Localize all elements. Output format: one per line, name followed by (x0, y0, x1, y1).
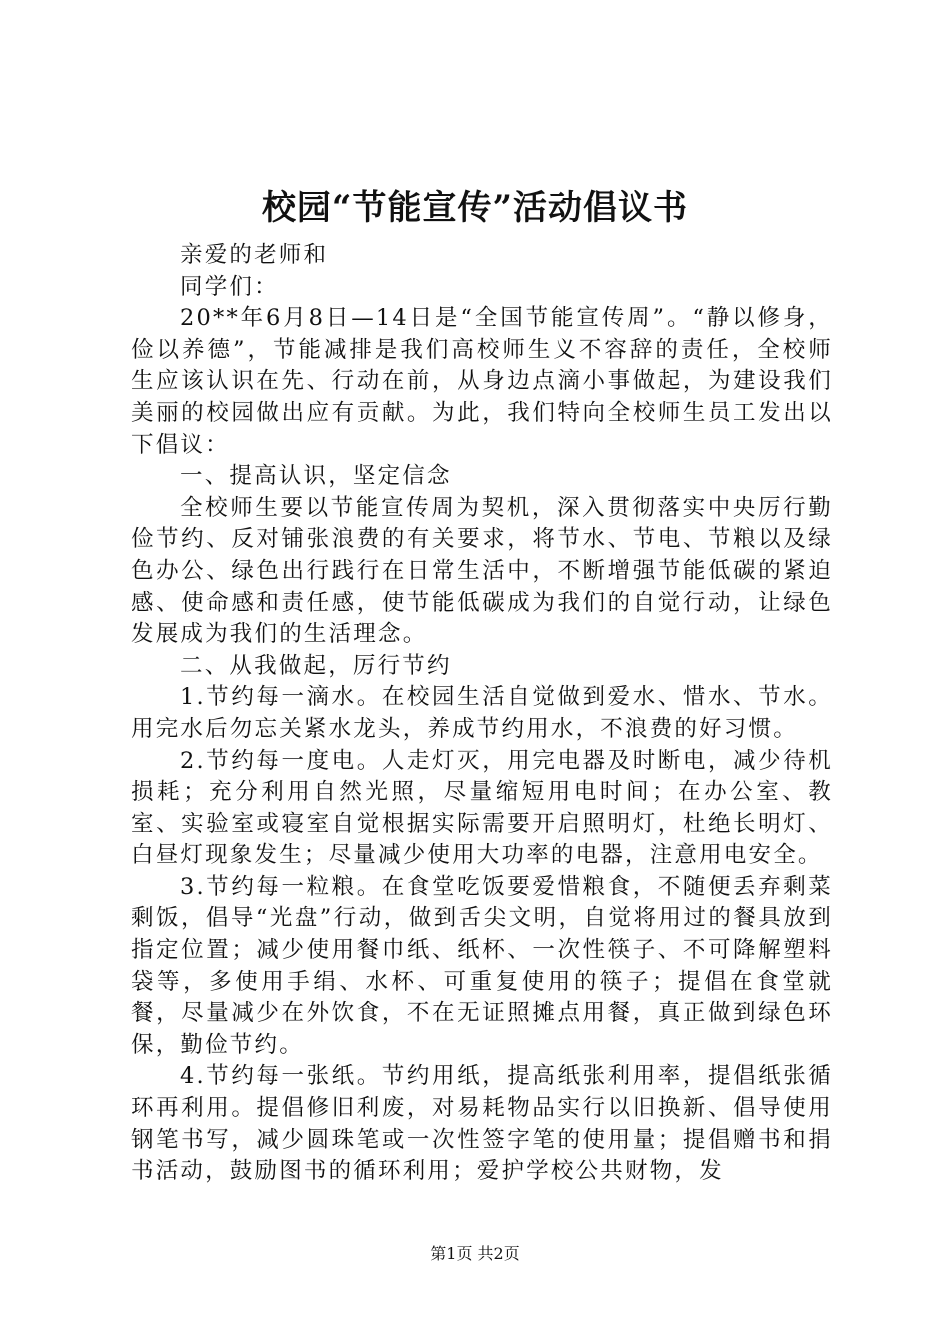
paragraph-item-food: 3.节约每一粒粮。在食堂吃饭要爱惜粮食，不随便丢弃剩菜剩饭，倡导“光盘”行动，做到舌尖文明，自觉将用过的餐具放到指定位置；减少使用餐巾纸、纸杯、一次性筷子、不可降解塑料袋等，多使用手绢、水杯、可重复使用的筷子；提倡在食堂就餐，尽量减少在外饮食，不在无证照摊点用餐，真正做到绿色环保，勤俭节约。 (131, 873, 833, 1058)
document-body (131, 240, 833, 1188)
section-heading-1: 一、提高认识，坚定信念 (180, 463, 452, 490)
greeting-line-2: 同学们： (180, 273, 279, 300)
paragraph-item-electricity: 2.节约每一度电。人走灯灭，用完电器及时断电，减少待机损耗；充分利用自然光照，尽量缩短用电时间；在办公室、教室、实验室或寝室自觉根据实际需要开启照明灯，杜绝长明灯、白昼灯现象发生；尽量减少使用大功率的电器，注意用电安全。 (131, 747, 833, 869)
paragraph-section-1: 全校师生要以节能宣传周为契机，深入贯彻落实中央厉行勤俭节约、反对铺张浪费的有关要求，将节水、节电、节粮以及绿色办公、绿色出行践行在日常生活中，不断增强节能低碳的紧迫感、使命感和责任感，使节能低碳成为我们的自觉行动，让绿色发展成为我们的生活理念。 (131, 494, 833, 648)
greeting-line-1: 亲爱的老师和 (180, 242, 329, 268)
paragraph-item-water: 1.节约每一滴水。在校园生活自觉做到爱水、惜水、节水。用完水后勿忘关紧水龙头，养成节约用水，不浪费的好习惯。 (131, 684, 833, 742)
section-heading-2: 二、从我做起，厉行节约 (180, 652, 452, 679)
page-footer: 第1页 共2页 (430, 1244, 520, 1263)
paragraph-intro: 20**年6月8日—14日是“全国节能宣传周”。“静以修身，俭以养德”，节能减排是我们高校师生义不容辞的责任，全校师生应该认识在先、行动在前，从身边点滴小事做起，为建设我们美丽的校园做出应有贡献。为此，我们特向全校师生员工发出以下倡议： (131, 305, 833, 458)
document-title: 校园“节能宣传”活动倡议书 (261, 188, 689, 228)
paragraph-item-paper: 4.节约每一张纸。节约用纸，提高纸张利用率，提倡纸张循环再利用。提倡修旧利废，对易耗物品实行以旧换新、倡导使用钢笔书写，减少圆珠笔或一次性签字笔的使用量；提倡赠书和捐书活动，鼓励图书的循环利用；爱护学校公共财物，发 (131, 1063, 833, 1185)
